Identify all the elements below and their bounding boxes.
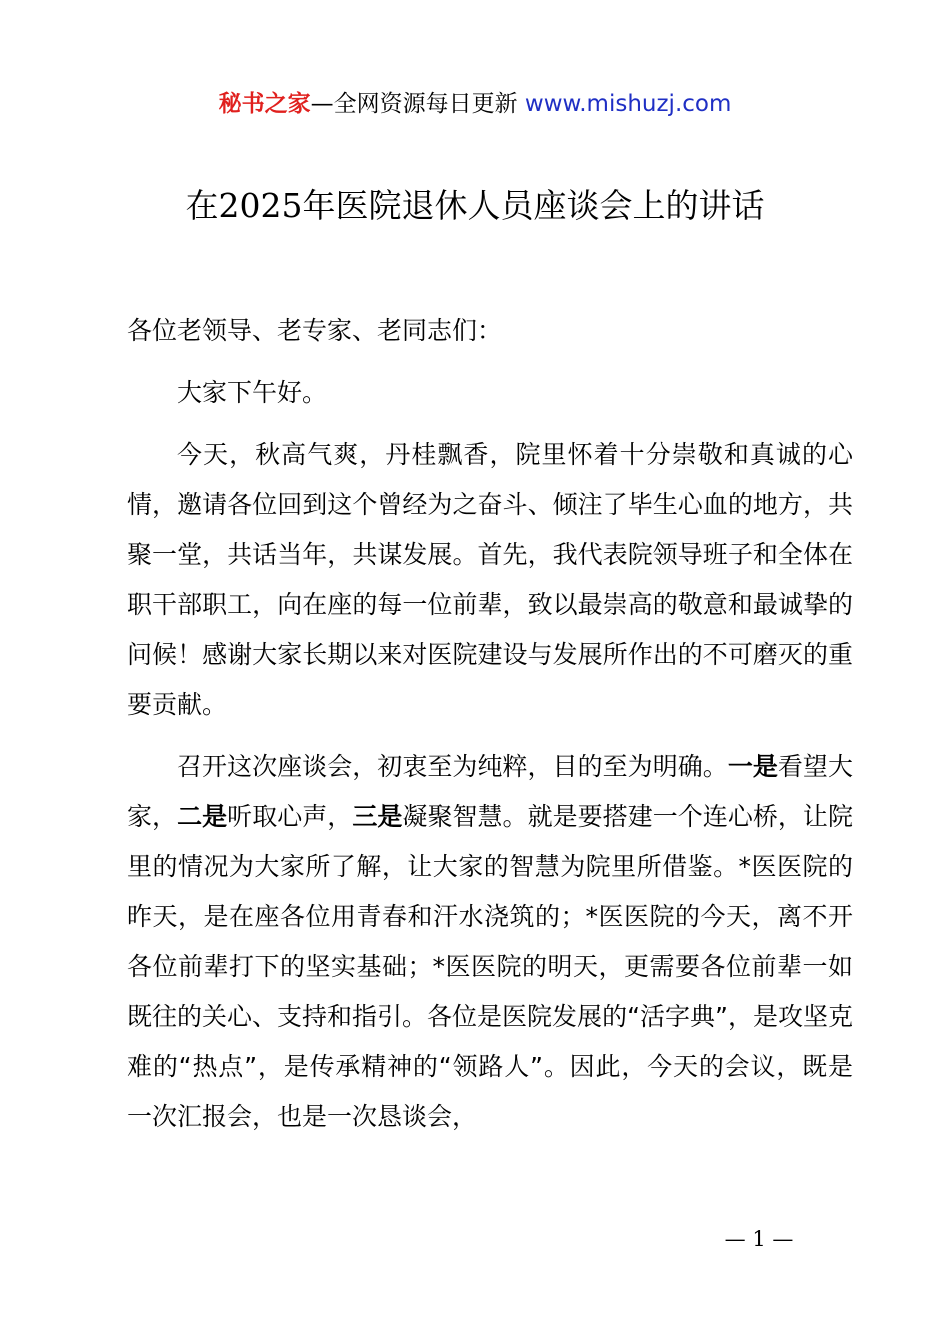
document-title: 在2025年医院退休人员座谈会上的讲话: [185, 186, 765, 225]
document-body: [127, 306, 853, 1154]
page-number: — 1 —: [724, 1227, 794, 1251]
greeting: 大家下午好。: [177, 378, 328, 407]
point-3-text: 凝聚智慧。就是要搭建一个连心桥，让院里的情况为大家所了解，让大家的智慧为院里所借鉴。*医医院的昨天，是在座各位用青春和汗水浇筑的；*医医院的今天，离不开各位前辈打下的坚实基础；*医医院的明天，更需要各位前辈一如既往的关心、支持和指引。各位是医院发展的“活字典”，是攻坚克难的“热点”，是传承精神的“领路人”。因此，今天的会议，既是一次汇报会，也是一次恳谈会，: [127, 802, 853, 1131]
paragraph-2-intro: 召开这次座谈会，初衷至为纯粹，目的至为明确。: [177, 752, 728, 781]
paragraph-2: [127, 742, 853, 1142]
salutation: 各位老领导、老专家、老同志们：: [127, 316, 503, 345]
brand-name: 秘书之家: [218, 91, 311, 117]
point-1-text: 看望大家，: [127, 752, 853, 831]
point-3-label: 三是: [352, 802, 403, 831]
point-1-label: 一是: [727, 752, 778, 781]
point-2-text: 听取心声，: [227, 802, 353, 831]
paragraph-1: 今天，秋高气爽，丹桂飘香，院里怀着十分崇敬和真诚的心情，邀请各位回到这个曾经为之奋斗、倾注了毕生心血的地方，共聚一堂，共话当年，共谋发展。首先，我代表院领导班子和全体在职干部职工，向在座的每一位前辈，致以最崇高的敬意和最诚挚的问候！感谢大家长期以来对医院建设与发展所作出的不可磨灭的重要贡献。: [127, 440, 853, 719]
site-url[interactable]: www.mishuzj.com: [524, 91, 732, 117]
point-2-label: 二是: [177, 802, 228, 831]
site-header: [0, 86, 950, 122]
header-tagline: —全网资源每日更新: [310, 91, 525, 117]
